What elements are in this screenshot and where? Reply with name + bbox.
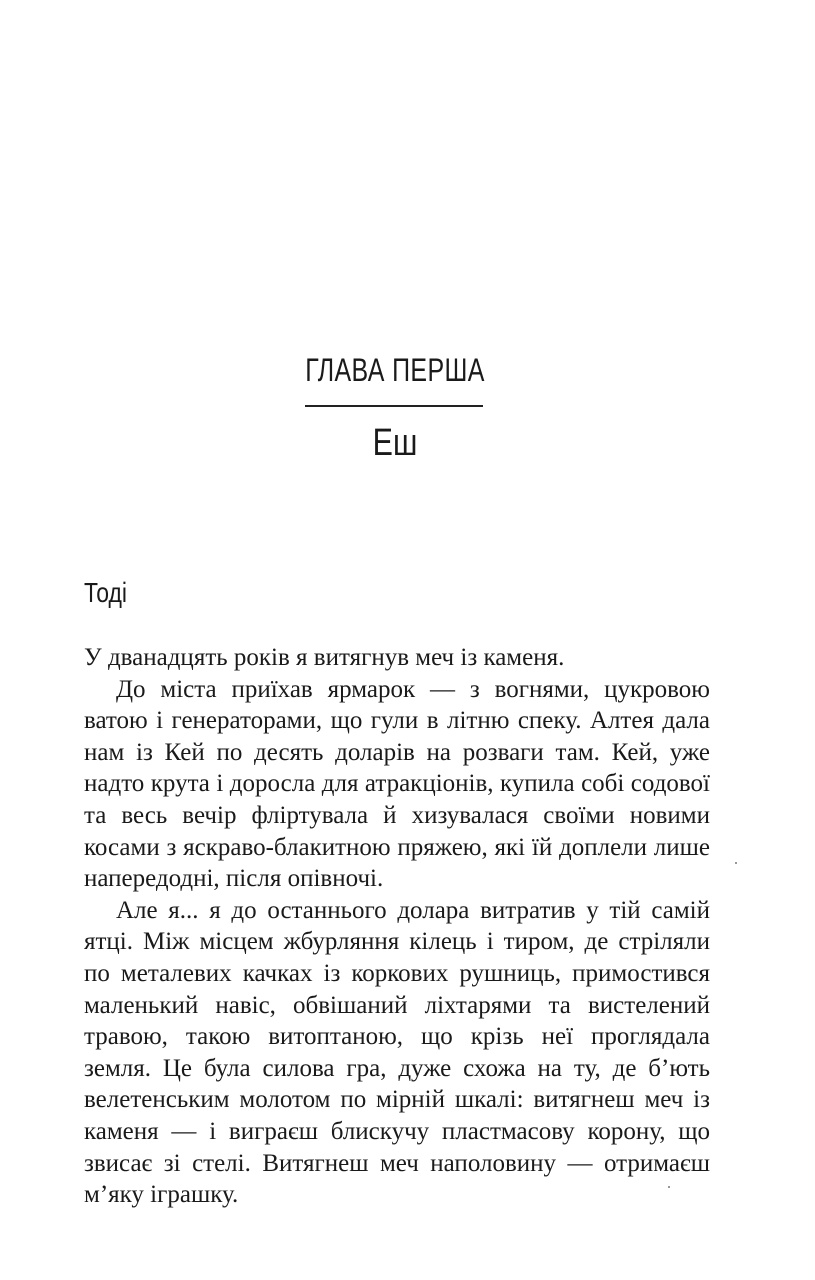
section-heading: Тоді [84, 577, 127, 608]
body-text [84, 642, 710, 1211]
print-speck [668, 1186, 670, 1188]
chapter-title: Еш [372, 422, 418, 464]
print-speck [735, 862, 737, 864]
paragraph: Але я... я до останнього долара витратив у тій самій ятці. Між місцем жбурляння кілець і тиром, де стріляли по металевих качках із коркових рушниць, примостився маленький навіс, обвішаний ліхтарями та вистелений травою, такою витоптаною, що крізь неї проглядала земля. Це була силова гра, дуже схожа на ту, де б’ють велетенським молотом по мірній шкалі: витягнеш меч із каменя — і виграєш блискучу пластмасову корону, що звисає зі стелі. Витягнеш меч наполовину — отримаєш м’яку іграшку. [84, 896, 710, 1209]
paragraph: У дванадцять років я витягнув меч із каменя. [84, 644, 565, 671]
chapter-label: ГЛАВА ПЕРША [305, 352, 485, 388]
chapter-divider [305, 405, 483, 407]
paragraph: До міста приїхав ярмарок — з вогнями, цукровою ватою і генераторами, що гули в літню спеку. Алтея дала нам із Кей по десять доларів на розваги там. Кей, уже надто крута і доросла для атракціонів, купила собі содової та весь вечір фліртувала й хизувалася своїми новими косами з яскраво-блакитною пряжею, які їй доплели лише напередодні, після опівночі. [84, 675, 710, 893]
